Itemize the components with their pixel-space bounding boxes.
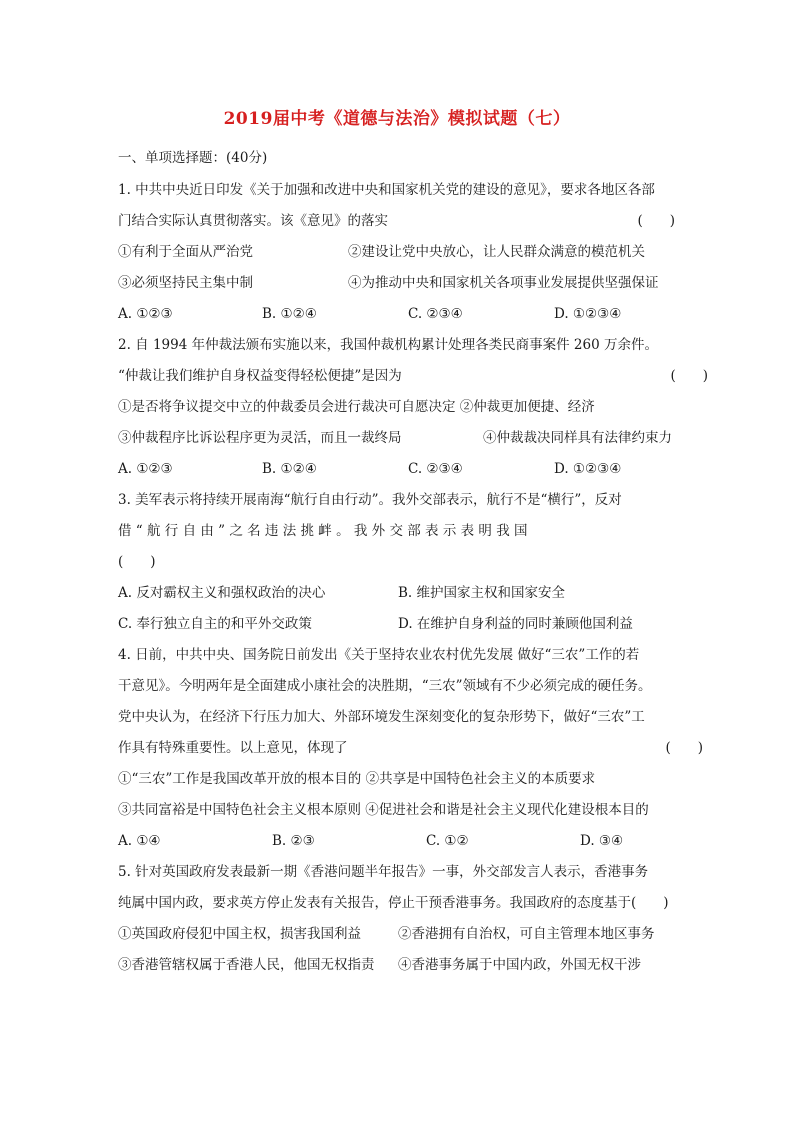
q3-option-a: A. 反对霸权主义和强权政治的决心 [118,585,326,601]
q4-stem-text: 作具有特殊重要性。以上意见，体现了 [118,740,348,756]
q4-statements-row1: ①“三农”工作是我国改革开放的根本目的 ②共享是中国特色社会主义的本质要求 [118,771,596,787]
q2-option-d: D. ①②③④ [554,461,622,477]
q4-stem-line4 [118,739,703,757]
q1-stem-line1: 1. 中共中央近日印发《关于加强和改进中央和国家机关党的建设的意见》，要求各地区各部 [118,182,655,198]
q4-option-d: D. ③④ [580,833,624,849]
q3-answer-bracket: ( ) [118,554,156,570]
q4-option-c: C. ①② [426,833,469,849]
q2-answer-bracket: ( ) [670,368,708,384]
q2-option-c: C. ②③④ [408,461,463,477]
q2-stem-line1: 2. 自 1994 年仲裁法颁布实施以来，我国仲裁机构累计处理各类民商事案件 260 万余件。 [118,337,658,353]
q2-option-b: B. ①②④ [262,461,317,477]
q5-statement-1: ①英国政府侵犯中国主权，损害我国利益 [118,926,361,942]
section-heading: 一、单项选择题：(40分) [118,150,268,166]
q2-statements-row1: ①是否将争议提交中立的仲裁委员会进行裁决可自愿决定 ②仲裁更加便捷、经济 [118,399,595,415]
q1-stem-line2 [118,212,683,230]
q2-stem-text: “仲裁让我们维护自身权益变得轻松便捷”是因为 [118,368,402,384]
q5-statement-2: ②香港拥有自治权，可自主管理本地区事务 [398,926,655,942]
q2-statement-4: ④仲裁裁决同样具有法律约束力 [483,430,672,446]
q1-statement-2: ②建设让党中央放心，让人民群众满意的模范机关 [348,244,645,260]
q2-statement-3: ③仲裁程序比诉讼程序更为灵活，而且一裁终局 [118,430,402,446]
q5-stem-line2: 纯属中国内政，要求英方停止发表有关报告，停止干预香港事务。我国政府的态度基于( ) [118,895,669,911]
q4-answer-bracket: ( ) [665,740,703,756]
q3-option-d: D. 在维护自身利益的同时兼顾他国利益 [398,616,633,632]
q1-statement-4: ④为推动中央和国家机关各项事业发展提供坚强保证 [348,275,659,291]
q1-stem-text: 门结合实际认真贯彻落实。该《意见》的落实 [118,213,388,229]
q1-option-b: B. ①②④ [262,306,317,322]
q3-stem-line2: 借 “ 航 行 自 由 ” 之 名 违 法 挑 衅 。 我 外 交 部 表 示 表 明 我 国 [118,523,528,539]
q5-stem-line1: 5. 针对英国政府发表最新一期《香港问题半年报告》一事，外交部发言人表示，香港事务 [118,864,649,880]
q4-stem-line3: 党中央认为，在经济下行压力加大、外部环境发生深刻变化的复杂形势下，做好“三农”工 [118,709,645,725]
q4-stem-line1: 4. 日前，中共中央、国务院日前发出《关于坚持农业农村优先发展 做好“三农”工作的若 [118,647,640,663]
q2-option-a: A. ①②③ [118,461,173,477]
q1-option-d: D. ①②③④ [554,306,622,322]
q1-option-c: C. ②③④ [408,306,463,322]
q3-stem-line1: 3. 美军表示将持续开展南海“航行自由行动”。我外交部表示，航行不是“横行”，反对 [118,492,622,508]
q1-statement-1: ①有利于全面从严治党 [118,244,253,260]
q1-option-a: A. ①②③ [118,306,173,322]
q4-option-a: A. ①④ [118,833,161,849]
q3-option-b: B. 维护国家主权和国家安全 [398,585,566,601]
page-title: 2019届中考《道德与法治》模拟试题（七） [223,109,571,129]
q1-answer-bracket: ( ) [637,213,675,229]
q4-statements-row2: ③共同富裕是中国特色社会主义根本原则 ④促进社会和谐是社会主义现代化建设根本目的 [118,802,649,818]
q4-option-b: B. ②③ [272,833,315,849]
q2-stem-line2 [118,367,708,385]
q4-stem-line2: 干意见》。今明两年是全面建成小康社会的决胜期，“三农”领域有不少必须完成的硬任务。 [118,678,652,694]
q3-option-c: C. 奉行独立自主的和平外交政策 [118,616,312,632]
q5-statement-3: ③香港管辖权属于香港人民，他国无权指责 [118,957,375,973]
q5-statement-4: ④香港事务属于中国内政，外国无权干涉 [398,957,641,973]
q1-statement-3: ③必须坚持民主集中制 [118,275,253,291]
